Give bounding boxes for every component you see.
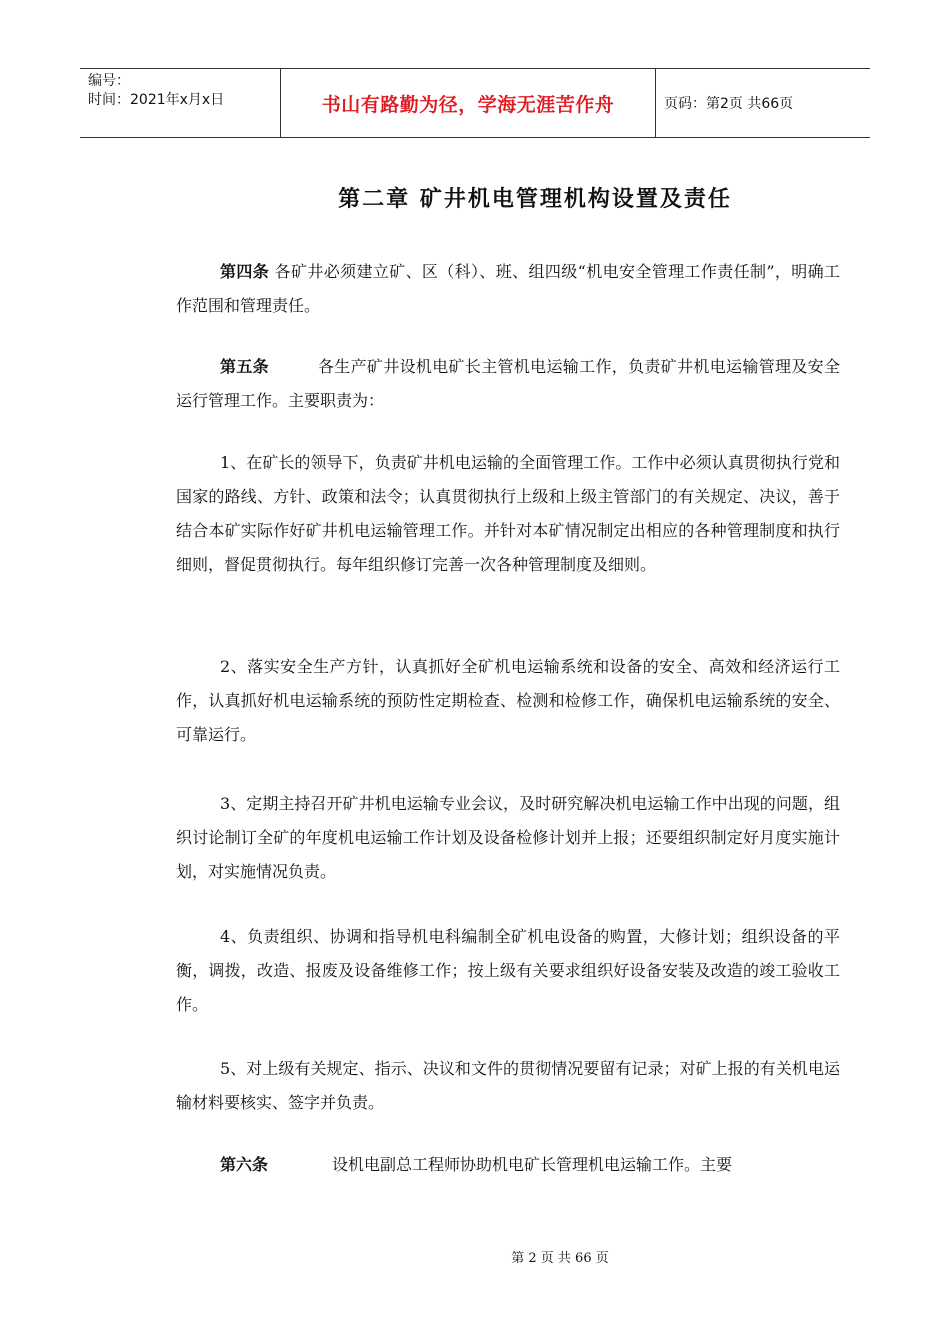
article-6 — [176, 1148, 840, 1182]
list-item: 2、落实安全生产方针，认真抓好全矿机电运输系统和设备的安全、高效和经济运行工作，认真抓好机电运输系统的预防性定期检查、检测和检修工作，确保机电运输系统的安全、可靠运行。 — [176, 657, 840, 744]
header-page-label: 页码：第2页 共66页 — [664, 96, 794, 112]
article-4 — [176, 255, 840, 323]
chapter-title: 第二章 矿井机电管理机构设置及责任 — [338, 186, 732, 212]
header-meta-cell — [80, 69, 281, 137]
article-4-text: 各矿井必须建立矿、区（科）、班、组四级“机电安全管理工作责任制”，明确工作范围和管理责任。 — [176, 262, 840, 315]
article-6-text: 设机电副总工程师协助机电矿长管理机电运输工作。主要 — [268, 1155, 733, 1174]
date-label: 时间：2021年x月x日 — [88, 92, 225, 108]
page-footer: 第 2 页 共 66 页 — [511, 1251, 609, 1266]
list-item: 1、在矿长的领导下，负责矿井机电运输的全面管理工作。工作中必须认真贯彻执行党和国家的路线、方针、政策和法令；认真贯彻执行上级和上级主管部门的有关规定、决议，善于结合本矿实际作好矿井机电运输管理工作。并针对本矿情况制定出相应的各种管理制度和执行细则，督促贯彻执行。每年组织修订完善一次各种管理制度及细则。 — [176, 453, 840, 574]
number-label: 编号： — [88, 73, 130, 89]
document-header — [80, 68, 870, 138]
article-5-heading: 第五条 — [220, 357, 269, 376]
article-5-text: 各生产矿井设机电矿长主管机电运输工作，负责矿井机电运输管理及安全运行管理工作。主要职责为： — [176, 357, 840, 410]
article-4-heading: 第四条 — [220, 262, 270, 281]
header-motto: 书山有路勤为径，学海无涯苦作舟 — [281, 69, 656, 137]
list-item: 5、对上级有关规定、指示、决议和文件的贯彻情况要留有记录；对矿上报的有关机电运输材料要核实、签字并负责。 — [176, 1059, 840, 1112]
list-item: 3、定期主持召开矿井机电运输专业会议，及时研究解决机电运输工作中出现的问题，组织讨论制订全矿的年度机电运输工作计划及设备检修计划并上报；还要组织制定好月度实施计划，对实施情况负责。 — [176, 794, 840, 881]
article-5 — [176, 350, 840, 418]
list-item: 4、负责组织、协调和指导机电科编制全矿机电设备的购置，大修计划；组织设备的平衡，调拨，改造、报废及设备维修工作；按上级有关要求组织好设备安装及改造的竣工验收工作。 — [176, 927, 840, 1014]
article-6-heading: 第六条 — [220, 1155, 269, 1174]
